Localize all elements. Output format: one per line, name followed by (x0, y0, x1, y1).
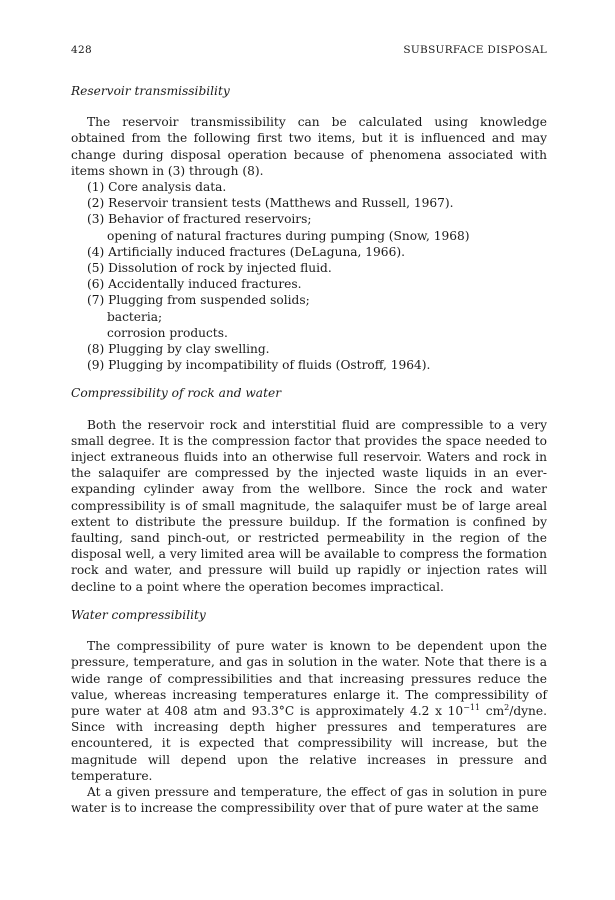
list-sub-item: opening of natural fractures during pumping (Snow, 1968) (107, 228, 470, 243)
list-item: (3) Behavior of fractured reservoirs; (87, 212, 312, 227)
transmissibility-intro: The reservoir transmissibility can be calculated using knowledge obtained from the following first two items, but it is influenced and may change during disposal operation because of phenomena associated with items shown in (3) through (8). (71, 115, 547, 178)
section-heading-compressibility: Compressibility of rock and water (71, 386, 282, 401)
water-p1-exponent-1: −11 (463, 702, 481, 712)
water-paragraph-2: At a given pressure and temperature, the effect of gas in solution in pure water is to increase the compressibility over that of pure water at the same (71, 784, 547, 816)
page-number: 428 (71, 44, 92, 56)
list-sub-item: bacteria; (107, 309, 163, 324)
water-p1-text-before: The compressibility of pure water is known to be dependent upon the pressure, temperature, and gas in solution in the water. Note that there is a wide range of compressibilities and that increasing pressures reduce the value, whereas increasing temperatures enlarge it. The compressibility of pure water at 408 atm and 93.3°C is approximately 4.2 x 10 (71, 639, 547, 718)
water-paragraph-1 (71, 638, 547, 784)
list-item: (6) Accidentally induced fractures. (87, 277, 302, 292)
list-item: (1) Core analysis data. (87, 180, 227, 195)
list-item: (8) Plugging by clay swelling. (87, 342, 270, 357)
list-item: (4) Artificially induced fractures (DeLaguna, 1966). (87, 244, 405, 259)
list-sub-item: corrosion products. (107, 325, 228, 340)
water-p1-exponent-2: 2 (504, 702, 510, 712)
chapter-title: SUBSURFACE DISPOSAL (403, 44, 547, 56)
transmissibility-list (71, 179, 547, 373)
compressibility-paragraph: Both the reservoir rock and interstitial fluid are compressible to a very small degree. It is the compression factor that provides the space needed to inject extraneous fluids into an otherwise full reservoir. Waters and rock in the salaquifer are compressed by the injected waste liquids in an ever-expanding cylinder away from the wellbore. Since the rock and water compressibility is of small magnitude, the salaquifer must be of large areal extent to distribute the pressure buildup. If the formation is confined by faulting, sand pinch-out, or restricted permeability in the region of the disposal well, a very limited area will be available to compress the formation rock and water, and pressure will build up rapidly or injection rates will decline to a point where the operation becomes impractical. (71, 417, 547, 594)
page-content (71, 83, 547, 816)
water-p1-text-after: /dyne. Since with increasing depth higher pressures and temperatures are encountered, it is expected that compressibility will increase, but the magnitude will depend upon the relative increases in pressure and temperature. (71, 703, 547, 783)
list-item: (7) Plugging from suspended solids; (87, 293, 310, 308)
list-item: (5) Dissolution of rock by injected fluid. (87, 261, 332, 276)
section-heading-water: Water compressibility (71, 607, 206, 622)
list-item: (2) Reservoir transient tests (Matthews and Russell, 1967). (87, 196, 454, 211)
water-p1-text-mid: cm (480, 703, 505, 718)
section-heading-transmissibility: Reservoir transmissibility (71, 84, 230, 98)
running-head (71, 44, 547, 60)
list-item: (9) Plugging by incompatibility of fluids (Ostroff, 1964). (87, 358, 431, 373)
